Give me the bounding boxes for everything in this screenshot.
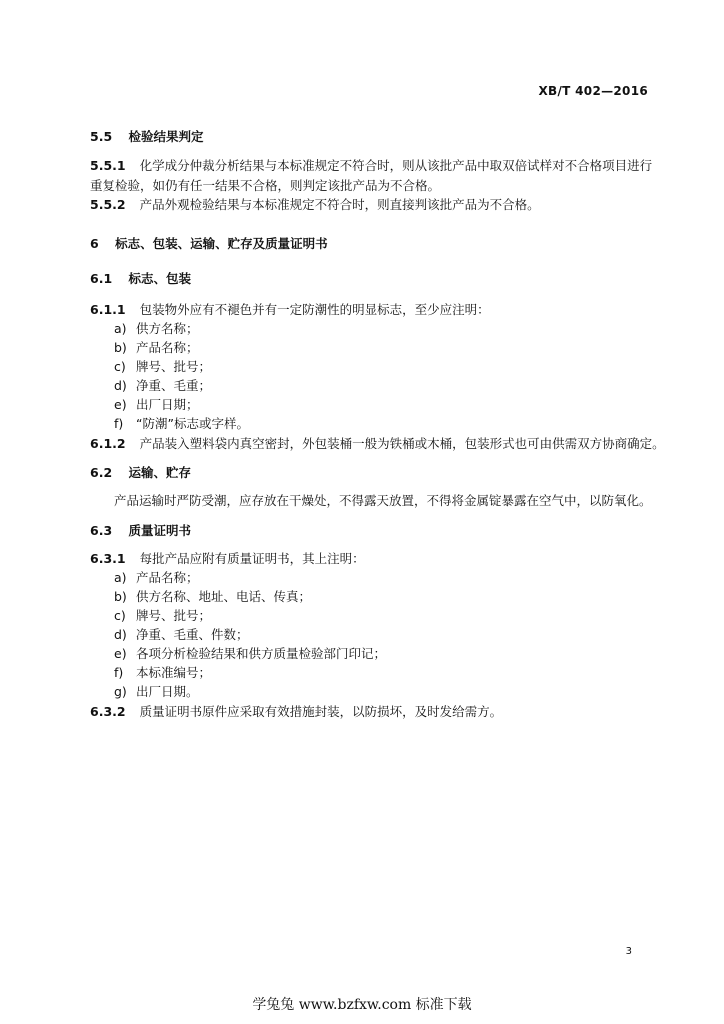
list-item	[114, 340, 199, 356]
list-item	[114, 665, 212, 681]
clause-6-3-2	[90, 704, 502, 720]
list-text: 产品名称；	[136, 340, 199, 355]
list-text: 净重、毛重、件数；	[136, 627, 249, 642]
clause-number: 5.5.2	[90, 197, 126, 212]
clause-number: 6.1.2	[90, 436, 126, 451]
list-text: 出厂日期；	[136, 397, 199, 412]
list-marker: e)	[114, 646, 127, 661]
section-title: 运输、贮存	[128, 465, 192, 480]
section-5-5-heading	[90, 129, 204, 145]
section-6-2-heading	[90, 465, 191, 481]
section-number: 6.3	[90, 523, 113, 538]
list-text: 出厂日期。	[136, 684, 199, 699]
list-text: 产品名称；	[136, 570, 199, 585]
clause-text-line1: 化学成分仲裁分析结果与本标准规定不符合时，则从该批产品中取双倍试样对不合格项目进行	[139, 158, 653, 173]
list-text: 净重、毛重；	[136, 378, 212, 393]
list-marker: d)	[114, 627, 127, 642]
list-item	[114, 397, 199, 413]
clause-number: 5.5.1	[90, 158, 126, 173]
clause-text: 产品外观检验结果与本标准规定不符合时，则直接判该批产品为不合格。	[139, 197, 540, 212]
section-number: 6.2	[90, 465, 113, 480]
section-title: 标志、包装	[128, 271, 192, 286]
list-marker: g)	[114, 684, 127, 699]
list-item	[114, 570, 199, 586]
list-marker: a)	[114, 570, 127, 585]
section-title: 质量证明书	[128, 523, 192, 538]
clause-6-1-1	[90, 302, 490, 318]
list-marker: c)	[114, 359, 126, 374]
list-marker: b)	[114, 340, 127, 355]
list-item	[114, 646, 387, 662]
list-marker: f)	[114, 416, 124, 431]
list-item	[114, 416, 249, 432]
list-item	[114, 378, 212, 394]
list-item	[114, 359, 212, 375]
section-number: 5.5	[90, 129, 113, 144]
list-marker: e)	[114, 397, 127, 412]
clause-number: 6.3.1	[90, 551, 126, 566]
list-item	[114, 608, 212, 624]
clause-5-5-2	[90, 197, 540, 213]
section-title: 检验结果判定	[128, 129, 204, 144]
list-text: 供方名称；	[136, 321, 199, 336]
list-text: 供方名称、地址、电话、传真；	[136, 589, 312, 604]
list-text: 牌号、批号；	[136, 608, 212, 623]
list-marker: d)	[114, 378, 127, 393]
clause-5-5-1-continuation: 重复检验，如仍有任一结果不合格，则判定该批产品为不合格。	[90, 178, 441, 193]
list-text: 各项分析检验结果和供方质量检验部门印记；	[136, 646, 387, 661]
list-marker: a)	[114, 321, 127, 336]
clause-6-3-1	[90, 551, 365, 567]
section-6-1-heading	[90, 271, 191, 287]
section-number: 6.1	[90, 271, 113, 286]
standard-code: XB/T 402—2016	[538, 84, 648, 98]
list-marker: b)	[114, 589, 127, 604]
list-item	[114, 589, 312, 605]
clause-text: 质量证明书原件应采取有效措施封装，以防损坏，及时发给需方。	[139, 704, 503, 719]
clause-6-1-2	[90, 436, 665, 452]
section-6-heading	[90, 236, 328, 252]
clause-number: 6.3.2	[90, 704, 126, 719]
footer-watermark: 学兔兔 www.bzfxw.com 标准下载	[252, 997, 472, 1013]
section-number: 6	[90, 236, 99, 251]
clause-text: 包装物外应有不褪色并有一定防潮性的明显标志，至少应注明：	[139, 302, 490, 317]
list-item	[114, 321, 199, 337]
section-6-2-paragraph: 产品运输时严防受潮，应存放在干燥处，不得露天放置，不得将金属锭暴露在空气中，以防氧化。	[114, 493, 652, 508]
section-title: 标志、包装、运输、贮存及质量证明书	[115, 236, 328, 251]
clause-text: 产品装入塑料袋内真空密封，外包装桶一般为铁桶或木桶，包装形式也可由供需双方协商确定。	[139, 436, 665, 451]
list-text: 牌号、批号；	[136, 359, 212, 374]
list-marker: c)	[114, 608, 126, 623]
list-text: 本标准编号；	[136, 665, 212, 680]
list-marker: f)	[114, 665, 124, 680]
clause-number: 6.1.1	[90, 302, 126, 317]
page-number: 3	[625, 946, 632, 957]
clause-text: 每批产品应附有质量证明书，其上注明：	[139, 551, 365, 566]
list-item	[114, 684, 199, 700]
list-item	[114, 627, 249, 643]
list-text: “防潮”标志或字样。	[136, 416, 249, 431]
section-6-3-heading	[90, 523, 191, 539]
clause-5-5-1	[90, 158, 652, 174]
